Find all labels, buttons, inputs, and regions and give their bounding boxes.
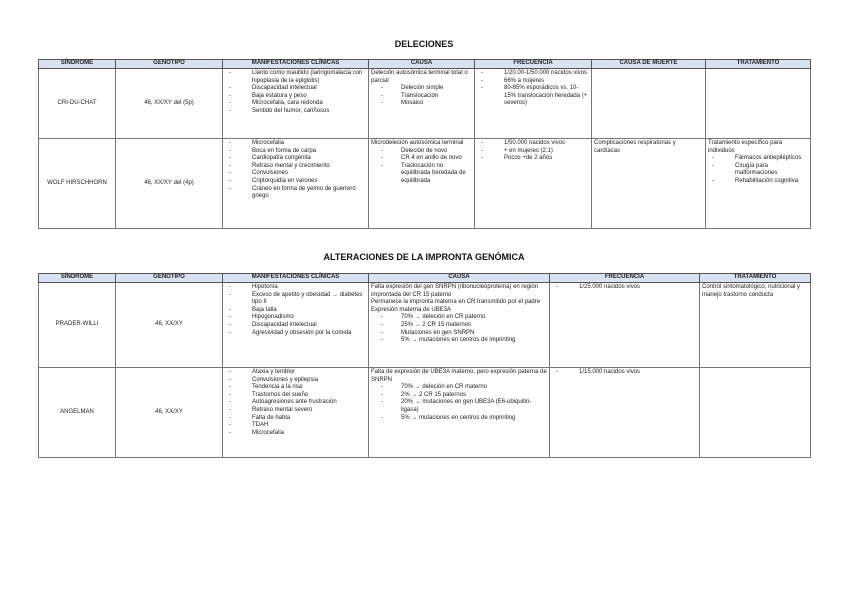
genotype-cell: 46, XX/XY del (4p) (116, 139, 223, 229)
frequency-cell (475, 139, 592, 229)
header-frequency: FRECUENCIA (475, 60, 592, 69)
deletions-title: DELECIONES (394, 39, 454, 49)
list-item: - CR 4 en anillo de novo (381, 155, 472, 163)
cause-intro: Microdeleción autosómica terminal (371, 140, 464, 146)
imprinting-title: ALTERACIONES DE LA IMPRONTA GENÓMICA (323, 252, 525, 262)
list-item: - Microcefalia (228, 140, 366, 148)
list-item: - Mosaico (381, 100, 472, 108)
list-item: - 80-85% esporádicos vs. 10-15% translocación heredada (+ severos) (480, 85, 589, 108)
cause-cell (369, 368, 550, 458)
list-item: - Rehabilitación cognitiva (711, 178, 808, 186)
list-item: - Translocación (381, 93, 472, 101)
list-item: - TDAH (228, 422, 366, 430)
list-item: - Cirugía para malformaciones (711, 163, 808, 178)
list-item: - Baja talla (228, 307, 366, 315)
manifestations-cell (223, 69, 369, 139)
frequency-cell (550, 368, 700, 458)
manifestations-cell (223, 139, 369, 229)
list-item: - Cardiopatía congénita (228, 155, 366, 163)
frequency-cell (550, 283, 700, 368)
list-item: - Ataxia y temblor (228, 369, 366, 377)
list-item: - Baja estatura y peso (228, 93, 366, 101)
list-item: - Fármacos antiepilépticos (711, 155, 808, 163)
list-item: - Boca en forma de carpa (228, 148, 366, 156)
header-cause: CAUSA (369, 274, 550, 283)
list-item: - Deleción simple (381, 85, 472, 93)
cause-of-death-cell: Complicaciones respiratorias y cardíacas (592, 139, 706, 229)
list-item: - Hipogonadismo (228, 314, 366, 322)
genotype-cell: 46, XX/XY (116, 283, 223, 368)
list-item: - 5% → mutaciones en centros de imprinting (381, 415, 547, 423)
cause-line: Falta de expresión de UBE3A materno, pero expresión paterna de SNRPN (371, 369, 547, 383)
syndrome-cell: WOLF HIRSCHHORN (39, 139, 116, 229)
list-item: - Tendencia a la risa (228, 384, 366, 392)
treatment-cell (700, 368, 811, 458)
imprinting-header-row (39, 274, 811, 283)
list-item: - Convulsiones (228, 170, 366, 178)
header-cause-of-death: CAUSA DE MUERTE (592, 60, 706, 69)
header-genotype: GENOTIPO (116, 60, 223, 69)
list-item: - Microcefalia (228, 430, 366, 438)
cause-intro: Deleción autosómica terminal total o parcial (371, 70, 468, 84)
syndrome-cell: CRI-DU-CHAT (39, 69, 116, 139)
list-item: - Hipotonía (228, 284, 366, 292)
list-item: - 1/50.000 nacidos vivos (480, 140, 589, 148)
genotype-cell: 46, XX/XY del (5p) (116, 69, 223, 139)
list-item: - Retraso mental y crecimiento (228, 163, 366, 171)
syndrome-cell: PRADER-WILLI (39, 283, 116, 368)
list-item: - Sentido del humor, cariñosos (228, 108, 366, 116)
list-item: - + en mujeres (2:1) (480, 148, 589, 156)
cause-of-death-cell (592, 69, 706, 139)
header-syndrome: SÍNDROME (39, 60, 116, 69)
list-item: - 66% a mujeres (480, 78, 589, 86)
list-item: - Microcefalia, cara redonda (228, 100, 366, 108)
list-item: - Exceso de apetito y obesidad → diabetes tipo II (228, 292, 366, 307)
header-manifestations: MANIFESTACIONES CLÍNICAS (223, 60, 369, 69)
list-item: - Trastornos del sueño (228, 392, 366, 400)
treatment-cell: Control sintomatológico, nutricional y manejo trastorno conducta (700, 283, 811, 368)
table-row (39, 368, 811, 458)
deletions-header-row (39, 60, 811, 69)
cause-line: Expresión materna de UBE3A (371, 306, 452, 313)
header-genotype: GENOTIPO (116, 274, 223, 283)
list-item: - Cráneo en forma de yelmo de guerrero griego (228, 186, 366, 201)
list-item: - 1/25.000 nacidos vivos (555, 284, 697, 292)
treatment-cell (706, 69, 811, 139)
genotype-cell: 46, XX/XY (116, 368, 223, 458)
list-item: - Discapacidad intelectual (228, 322, 366, 330)
list-item: - Convulsiones y epilepsia (228, 377, 366, 385)
deletions-table (38, 59, 811, 229)
list-item: - Mutaciones en gen SNRPN (381, 330, 547, 338)
list-item: - Autoagresiones ante frustración (228, 399, 366, 407)
list-item: - Pocos +de 2 años (480, 155, 589, 163)
header-cause: CAUSA (369, 60, 475, 69)
list-item: - Discapacidad intelectual (228, 85, 366, 93)
cause-cell (369, 69, 475, 139)
list-item: - Falta de habla (228, 415, 366, 423)
frequency-cell (475, 69, 592, 139)
manifestations-cell (223, 368, 369, 458)
cause-line: Permanece la impronta materna en CR transmitido por el padre (371, 299, 541, 306)
treatment-cell (706, 139, 811, 229)
manifestations-cell (223, 283, 369, 368)
cause-cell (369, 283, 550, 368)
list-item: - 5% → mutaciones en centros de imprinting (381, 337, 547, 345)
list-item: - 2% → 2 CR 15 paternos (381, 392, 547, 400)
table-row (39, 139, 811, 229)
syndrome-cell: ANGELMAN (39, 368, 116, 458)
list-item: - Traslocación no equilibrada heredada de equilibrada (381, 163, 472, 186)
header-treatment: TRATAMIENTO (706, 60, 811, 69)
list-item: - 70% → deleción en CR paterno (381, 314, 547, 322)
list-item: - 20% → mutaciones en gen UBE3A (E6-ubiquitin-ligasa) (381, 399, 547, 414)
list-item: - Criptorquidia en varones (228, 178, 366, 186)
list-item: - 70% → deleción en CR materno (381, 384, 547, 392)
list-item: - Retraso mental severo (228, 407, 366, 415)
list-item: - Llanto como maullido (laringomalacia con hipoplasia de la epiglotis) (228, 70, 366, 85)
table-row (39, 69, 811, 139)
cause-cell (369, 139, 475, 229)
header-treatment: TRATAMIENTO (700, 274, 811, 283)
list-item: - 1/15.000 nacidos vivos (555, 369, 697, 377)
header-frequency: FRECUENCIA (550, 274, 700, 283)
table-row (39, 283, 811, 368)
treatment-intro: Tratamiento específico para individuos (708, 140, 783, 154)
header-manifestations: MANIFESTACIONES CLÍNICAS (223, 274, 369, 283)
header-syndrome: SÍNDROME (39, 274, 116, 283)
list-item: - Deleción de novo (381, 148, 472, 156)
cause-line: Falta expresión del gen SNRPN (ribonucleoproteína) en región improntada del CR 15 paterno (371, 284, 539, 298)
imprinting-table (38, 273, 811, 458)
list-item: - Agresividad y obsesión por la comida (228, 330, 366, 338)
list-item: - 1/20.00-1/50.000 nacidos vivos (480, 70, 589, 78)
list-item: - 25% → 2 CR 15 maternos (381, 322, 547, 330)
